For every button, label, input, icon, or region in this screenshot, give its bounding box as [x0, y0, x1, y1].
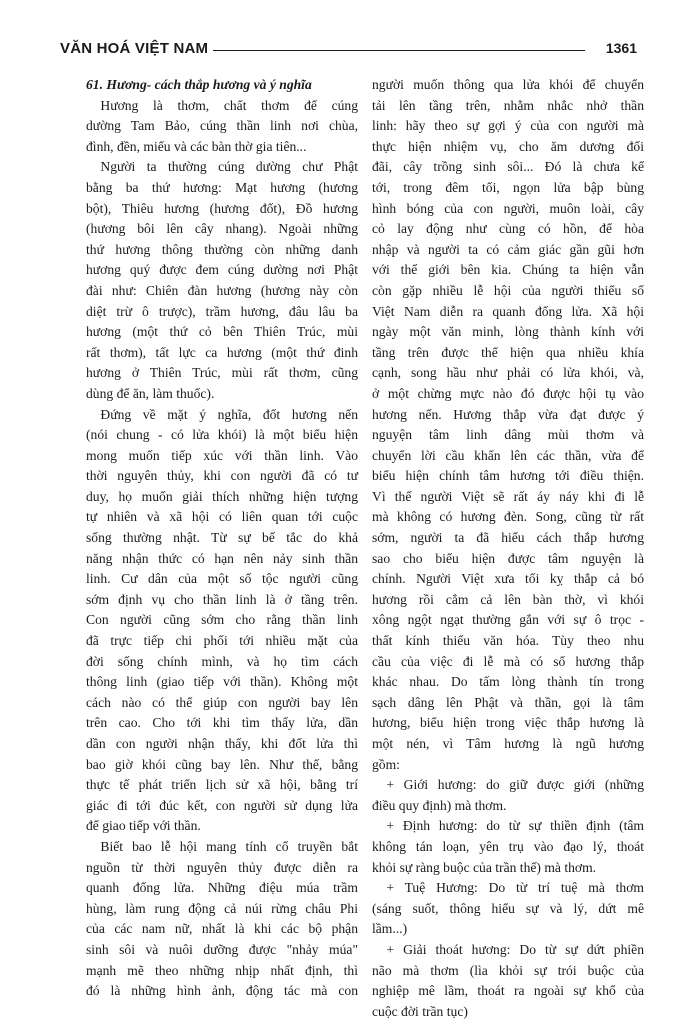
text-line: sinh sôi và nuôi dưỡng được "nhảy múa": [86, 941, 358, 957]
text-line: bao giờ khói cũng bay lên. Như thế, bằng: [86, 756, 358, 772]
text-line: Con người cũng sớm cho rằng thần linh: [86, 612, 358, 628]
text-line: gồm:: [372, 756, 400, 772]
text-line: hương quý được đem cúng dường nơi Phật: [86, 262, 358, 278]
text-line: Việt Nam diễn ra quanh đống lửa. Xã hội: [372, 303, 644, 319]
text-line: linh: hãy theo sự gợi ý của con người mà: [372, 118, 644, 134]
text-line: nguồn từ thời nguyên thủy được diễn ra: [86, 859, 358, 875]
page-header: [60, 40, 637, 60]
text-line: không tán loạn, yên trụ vào đạo lý, thoát: [372, 838, 644, 854]
left-column: [86, 75, 358, 1002]
text-line: sớm định vụ cho thần linh là ở tầng trên.: [86, 591, 358, 607]
text-line: xông ngột ngạt thường gắn với sự ô trọc -: [372, 612, 644, 628]
text-line: thứ hương thông thường còn những danh: [86, 241, 358, 257]
text-line: sống thường nhật. Từ sự bế tắc do khả: [86, 530, 358, 546]
text-line: cuộc đời trần tục): [372, 1003, 468, 1019]
text-line: dường Tam Bảo, cúng thần linh nơi chùa,: [86, 118, 358, 134]
text-line: trên cao. Cho tới khi tìm thấy lửa, dần: [86, 715, 358, 731]
text-line: Vì thế người Việt sẽ rất áy náy khi đi lễ: [372, 488, 644, 504]
text-line: Người ta thường cúng dường chư Phật: [100, 159, 358, 175]
header-rule: [213, 50, 585, 51]
text-line: (sáng suốt, thông hiểu sự và lý, dứt mê: [372, 900, 644, 916]
text-line: thực hiện nhiệm vụ, cho ăm dương đối: [372, 138, 644, 154]
text-line: linh. Cư dân của một số tộc người cũng: [86, 571, 358, 587]
text-line: mà không có hương đèn. Song, cũng từ rất: [372, 509, 644, 525]
text-line: cầu của việc đi lễ mà có số hương thắp: [372, 653, 644, 669]
text-line: đài như: Chiên đàn hương (hương này còn: [86, 282, 358, 298]
text-line: 61. Hương- cách thắp hương và ý nghĩa: [86, 77, 312, 92]
text-line: tự nhiên và xã hội có liên quan tới cuộc: [86, 509, 358, 525]
text-line: bột), Thiêu hương (hương đốt), Đồ hương: [86, 200, 358, 216]
text-line: đời sống chính mình, và họ tìm cách: [86, 653, 358, 669]
page-number: 1361: [605, 40, 637, 56]
text-line: sớm, người ta đã hiểu cách thắp hương: [372, 530, 644, 546]
text-line: + Tuệ Hương: Do từ trí tuệ mà thơm: [386, 880, 644, 896]
text-line: nhập và người ta có cảm giác gần gũi hơn: [372, 241, 644, 257]
text-line: ngày một văn minh, lòng thành kính với: [372, 324, 644, 340]
text-line: + Giải thoát hương: Do từ sự dứt phiền: [386, 941, 644, 957]
text-line: giác đi tới đúc kết, con người sử dụng lửa: [86, 797, 358, 813]
text-line: một nén, vì Tâm hương là ngũ hương: [372, 736, 644, 751]
text-line: chính. Người Việt xưa tối kỵ thắp cả bó: [372, 571, 644, 587]
text-line: biểu hiện chính tâm hương tới điều thiện.: [372, 468, 644, 484]
text-line: Biết bao lễ hội mang tính cổ truyền bắt: [100, 838, 358, 854]
text-line: thời nguyên thủy, khi con người đã có tư: [86, 468, 358, 484]
text-line: (nói chung - có lửa khói) là một biểu hiện: [86, 427, 358, 443]
text-line: tầng trên được thể hiện qua nhiều khía: [372, 344, 644, 360]
text-line: với thế giới bên kia. Chúng ta hiện vẫn: [372, 262, 644, 278]
text-line: tới, trong đêm tối, ngọn lửa bập bùng: [372, 179, 644, 195]
text-line: khỏi sự ràng buộc của trần thế) mà thơm.: [372, 859, 597, 875]
text-line: hương rồi cắm cả lên bàn thờ, vì khói: [372, 591, 644, 607]
text-line: hương nến. Hương thắp vừa đạt được ý: [372, 406, 644, 422]
text-line: rất thơm), tất lực ca hương (một thứ đinh: [86, 344, 358, 360]
text-line: thông linh (giao tiếp với thần). Không một: [86, 674, 358, 690]
text-line: mong muốn tiếp xúc với thần linh. Vào: [86, 447, 358, 463]
text-line: khác nhau. Do tấm lòng thành tín trong: [372, 674, 644, 690]
text-line: sao cho biểu hiện được tâm nguyện là: [372, 550, 644, 566]
text-line: bằng ba thứ hương: Mạt hương (hương: [86, 179, 358, 195]
text-line: đãi, cây trồng sinh sôi... Đó là chưa kể: [372, 159, 644, 175]
text-line: hương, biểu hiện trong việc thắp hương là: [372, 715, 644, 731]
text-line: tải lên tầng trên, nhằm nhắc nhở thần: [372, 97, 644, 113]
text-line: mạnh mẽ theo những nhịp nhất định, thì: [86, 962, 358, 978]
text-line: cách nào có thể giúp con người bay lên: [86, 694, 358, 710]
text-line: sạch dâng lên Phật và thần, gọi là tâm: [372, 694, 644, 710]
text-line: ở một chừng mực nào đó được hội tụ vào: [372, 385, 644, 401]
text-line: cỏ lay động như cùng có hồn, để hòa: [372, 221, 644, 237]
text-line: đã trực tiếp chi phối tới nhiều mặt của: [86, 633, 358, 649]
text-line: đó là những hình ảnh, động tác mà con: [86, 983, 358, 999]
text-line: quanh đống lửa. Những điệu múa trầm: [86, 880, 358, 896]
text-line: hùng, làm rung động cả núi rừng châu Phi: [86, 900, 358, 916]
text-line: năng nhận thức có hạn nên nảy sinh thần: [86, 550, 358, 566]
text-line: nghiệp mê lầm, thoát ra ngoài sự khổ của: [372, 983, 644, 999]
text-line: + Giới hương: do giữ được giới (những: [386, 777, 644, 793]
text-line: cạnh, song hầu như phải có lửa khói, và,: [372, 365, 644, 381]
text-line: Đứng về mặt ý nghĩa, đốt hương nến: [100, 406, 358, 422]
running-title: VĂN HOÁ VIỆT NAM: [60, 40, 209, 57]
text-line: nguyện tâm linh dâng mùi thơm và: [372, 427, 644, 443]
text-line: đình, đền, miếu và các bàn thờ gia tiên...: [86, 138, 307, 154]
text-line: diệt trừ ô trược), trầm hương, đâu lâu ba: [86, 303, 358, 319]
text-line: để giao tiếp với thần.: [86, 818, 201, 834]
text-line: lầm...): [372, 921, 408, 937]
text-line: của các nam nữ, nhất là khi các bộ phận: [86, 921, 358, 937]
text-line: + Định hương: do từ sự thiền định (tâm: [386, 818, 644, 834]
text-line: hương ở Thiên Trúc, mùi rất thơm, cũng: [86, 365, 358, 381]
text-line: Hương là thơm, chất thơm để cúng: [100, 97, 358, 113]
text-line: điều quy định) mà thơm.: [372, 797, 507, 813]
right-column: [372, 75, 644, 1022]
text-line: thực tế phát triển lịch sử xã hội, bằng trí: [86, 777, 358, 793]
text-line: dùng để ăn, làm thuốc).: [86, 385, 215, 401]
text-line: dần con người nhận thấy, khi đốt lửa thì: [86, 736, 358, 751]
text-line: người muốn thông qua lửa khói để chuyển: [372, 77, 644, 92]
text-line: còn gặp nhiều lễ hội của người thiểu số: [372, 282, 644, 298]
text-line: hương (một thứ cỏ bên Thiên Trúc, mùi: [86, 324, 358, 340]
text-line: não mà thơm (lìa khỏi sự trói buộc của: [372, 962, 644, 978]
text-line: (hương bôi lên cây nhang). Ngoài những: [86, 221, 358, 237]
text-line: hình bóng của con người, muôn loài, cây: [372, 200, 644, 216]
text-line: duy, họ muốn giải thích những hiện tượng: [86, 488, 358, 504]
text-line: chuyển lời cầu khẩn lên các thần, vừa để: [372, 447, 644, 463]
text-line: thất kính thiếu văn hóa. Tùy theo nhu: [372, 633, 644, 649]
